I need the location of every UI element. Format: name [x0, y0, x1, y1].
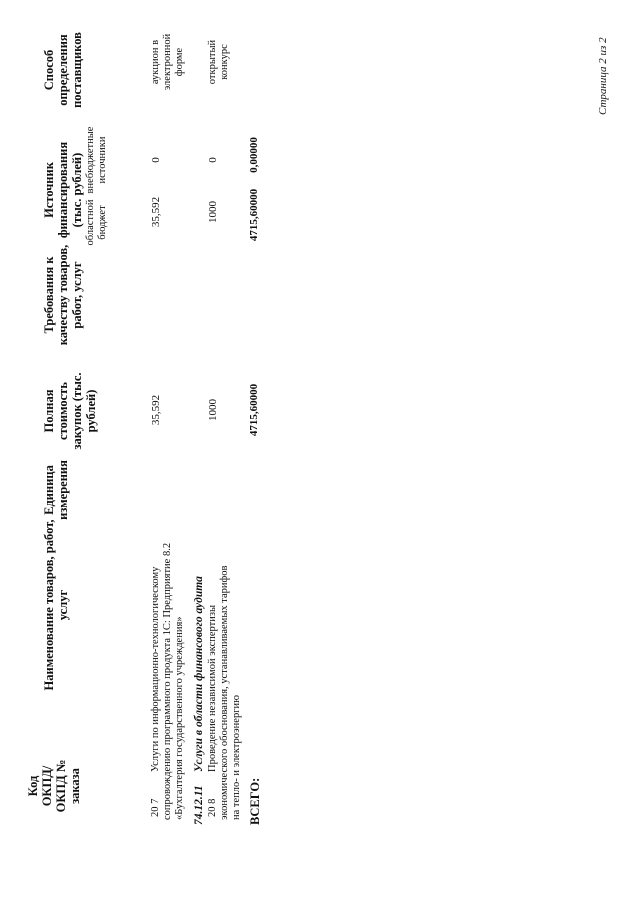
- header-funding-offbudget: внебюджетные источники: [85, 126, 108, 194]
- row-cost: 35,592: [150, 394, 162, 426]
- total-regional: 4715,60000: [248, 188, 260, 242]
- row-method: аукцион в электронной форме: [150, 33, 185, 91]
- header-funding: Источник финансирования (тыс. рублей): [42, 141, 84, 239]
- header-method: Способ определения поставщиков: [42, 32, 84, 108]
- total-offbudget: 0,00000: [248, 137, 260, 173]
- row-regional: 1000: [207, 201, 219, 223]
- header-code: Код ОКПД/ ОКПД № заказа: [26, 759, 82, 813]
- row-cost: 1000: [207, 399, 219, 421]
- header-funding-regional: областной бюджет: [85, 199, 108, 246]
- row-offbudget: 0: [150, 157, 162, 163]
- row-code: 20 7: [150, 798, 161, 817]
- total-label: ВСЕГО:: [248, 777, 262, 825]
- row-name: Услуги по информационно-технологическому сопровождению программного продукта 1С: Предприятие 8.2 «Бухгалтерия государственного учреждения»: [150, 542, 185, 820]
- header-name: Наименование товаров, работ, услуг: [42, 519, 70, 691]
- header-unit: Единица измерения: [42, 460, 70, 520]
- row-category-name: Услуги в области финансового аудита: [193, 576, 205, 772]
- row-code: 20 8: [207, 798, 218, 817]
- page-number: Страница 2 из 2: [597, 37, 609, 115]
- header-quality: Требования к качеству товаров, работ, услуг: [42, 244, 84, 346]
- total-cost: 4715,60000: [248, 383, 260, 437]
- row-category-code: 74.12.11: [193, 785, 205, 825]
- row-name: Проведение независимой экспертизы экономического обоснования, устанавливаемых тарифов на тепло- и электроэнергию: [207, 565, 242, 820]
- row-regional: 35,592: [150, 196, 162, 228]
- row-offbudget: 0: [207, 157, 219, 163]
- header-cost: Полная стоимость закупок (тыс. рублей): [42, 372, 98, 450]
- row-method: открытый конкурс: [207, 39, 230, 85]
